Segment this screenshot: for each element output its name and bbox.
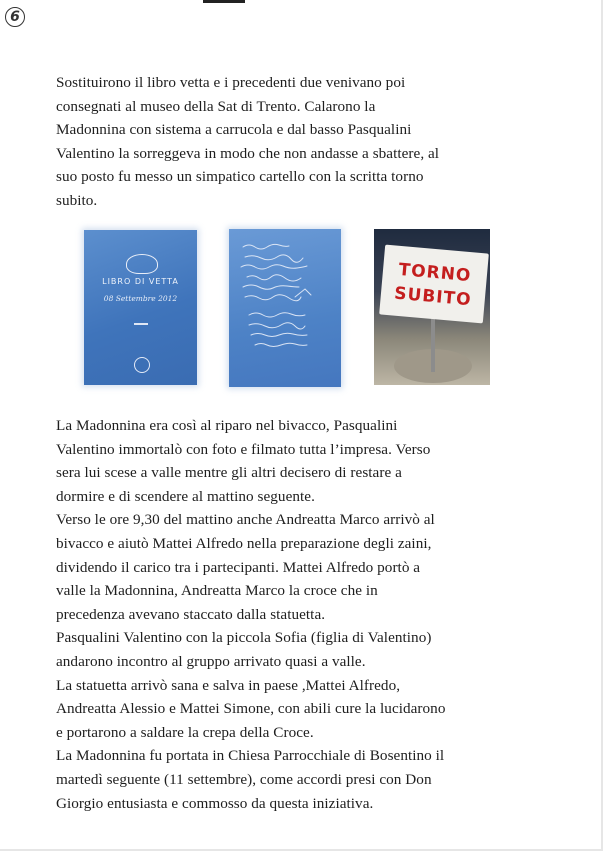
text-line: valle la Madonnina, Andreatta Marco la croce che in [56,582,378,600]
text-line: La Madonnina fu portata in Chiesa Parrocchiale di Bosentino il [56,747,445,765]
emblem-icon [134,357,150,373]
text-line: La statuetta arrivò sana e salva in paese ,Mattei Alfredo, [56,676,401,694]
cai-logo-icon [126,254,158,274]
paragraph-1 [56,71,556,213]
text-line: Sostituirono il libro vetta e i precedenti due venivano poi [56,74,406,91]
sign-pole [431,317,435,372]
book-cover-date: 08 Settembre 2012 [103,294,178,303]
text-line: dormire e di scendere al mattino seguente. [56,487,315,505]
text-line: sera lui scese a valle mentre gli altri decisero di restare a [56,464,402,482]
book-cover-title: LIBRO DI VETTA [102,277,179,286]
text-line: bivacco e aiutò Mattei Alfredo nella preparazione degli zaini, [56,534,432,552]
text-line: dividendo il carico tra i partecipanti. Mattei Alfredo portò a [56,558,421,576]
scan-mark [203,0,245,3]
text-line: suo posto fu messo un simpatico cartello con la scritta torno [56,168,424,186]
page-number: 6 [5,7,25,27]
text-line: La Madonnina era così al riparo nel bivacco, Pasqualini [56,417,398,434]
text-line: Valentino immortalò con foto e filmato tutta l’impresa. Verso [56,440,431,458]
sign-card [379,245,489,324]
photo-torno-subito-sign [374,229,490,385]
text-line: Pasqualini Valentino con la piccola Sofia (figlia di Valentino) [56,629,432,647]
paragraph-2 [56,414,556,815]
photo-summit-book-cover [84,230,197,385]
text-line: Madonnina con sistema a carrucola e dal basso Pasqualini [56,121,412,139]
text-line: subito. [56,191,98,209]
text-line: andarono incontro al gruppo arrivato quasi a valle. [56,652,366,670]
text-line: Verso le ore 9,30 del mattino anche Andreatta Marco arrivò al [56,511,435,529]
handwriting-scribble-icon [235,235,335,375]
text-line: Valentino la sorreggeva in modo che non andasse a sbattere, al [56,144,440,162]
text-line: Andreatta Alessio e Mattei Simone, con abili cure la lucidarono [56,700,446,718]
text-line: Giorgio entusiasta e commosso da questa iniziativa. [56,794,374,812]
text-line: precedenza avevano staccato dalla statuetta. [56,605,326,623]
text-line: e portarono a saldare la crepa della Croce. [56,723,314,741]
text-line: martedì seguente (11 settembre), come accordi presi con Don [56,770,432,788]
divider [134,323,148,325]
sign-text-line-2: SUBITO [393,283,473,311]
photo-handwritten-page [229,229,341,387]
text-line: consegnati al museo della Sat di Trento. Calarono la [56,97,376,115]
sign-text-line-1: TORNO [397,259,473,287]
